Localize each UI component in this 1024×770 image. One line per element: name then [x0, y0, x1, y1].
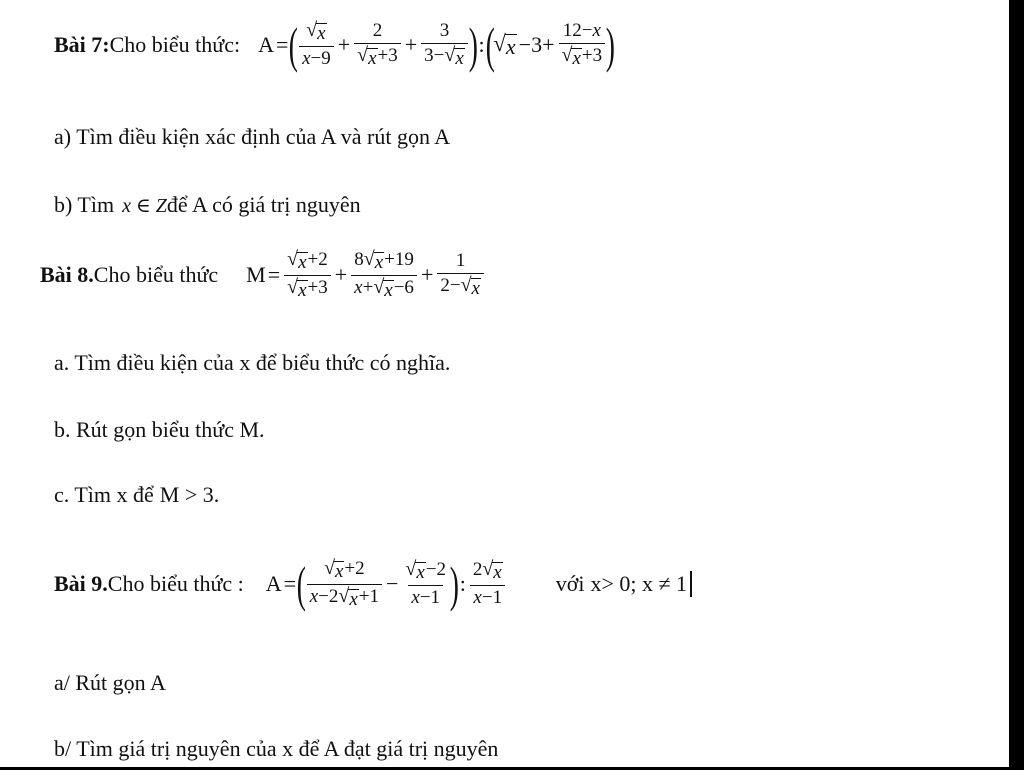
bai9-formula: A = ( √ x +2 x−2 √ x +1 − √ x −2 x−1 ) : 2 √ x x−1: [266, 559, 508, 610]
bai7-label: Bài 7:: [54, 32, 110, 57]
bai9-condition: x> 0; x ≠ 1: [590, 571, 688, 596]
bai7-formula: A = ( √ x x−9 + 2 √ x +3 + 3 3− √ x ) : ( √ x −3+ 12−x √ x +3 ): [258, 17, 616, 73]
bai8-item-c: c. Tìm x để M > 3.: [54, 482, 220, 507]
bai7-text: Cho biểu thức:: [109, 32, 241, 57]
bai7-item-a: a) Tìm điều kiện xác định của A và rút gọn A: [54, 124, 451, 149]
bai8-header: [40, 240, 486, 310]
bai9-var: A: [265, 571, 282, 596]
bai9-condition-prefix: với: [555, 571, 585, 596]
text-cursor: [690, 571, 692, 597]
bai9-item-b: b/ Tìm giá trị nguyên của x để A đạt giá trị nguyên: [54, 736, 499, 761]
bai9-text: Cho biểu thức :: [107, 571, 244, 596]
bai8-var: M: [246, 262, 266, 287]
bai8-formula: M = √ x +2 √ x +3 + 8 √ x +19 x+ √ x −6 + 1 2− √ x: [246, 250, 486, 301]
bai7-item-b: b) Tìm x ∈ Z để A có giá trị nguyên: [54, 192, 361, 217]
bai9-item-a: a/ Rút gọn A: [54, 670, 166, 695]
bai8-item-a: a. Tìm điều kiện của x để biểu thức có nghĩa.: [54, 350, 451, 375]
bai7-b-math: x ∈ Z: [122, 194, 167, 217]
bai7-header: [54, 10, 614, 80]
bai8-item-b: b. Rút gọn biểu thức M.: [54, 417, 265, 442]
bai9-label: Bài 9.: [54, 571, 108, 596]
bai8-label: Bài 8.: [40, 262, 94, 287]
bai8-c-math: M > 3.: [159, 482, 220, 507]
bai7-var: A: [258, 32, 274, 57]
bai8-text: Cho biểu thức: [93, 262, 219, 287]
bai9-header: [54, 548, 692, 620]
